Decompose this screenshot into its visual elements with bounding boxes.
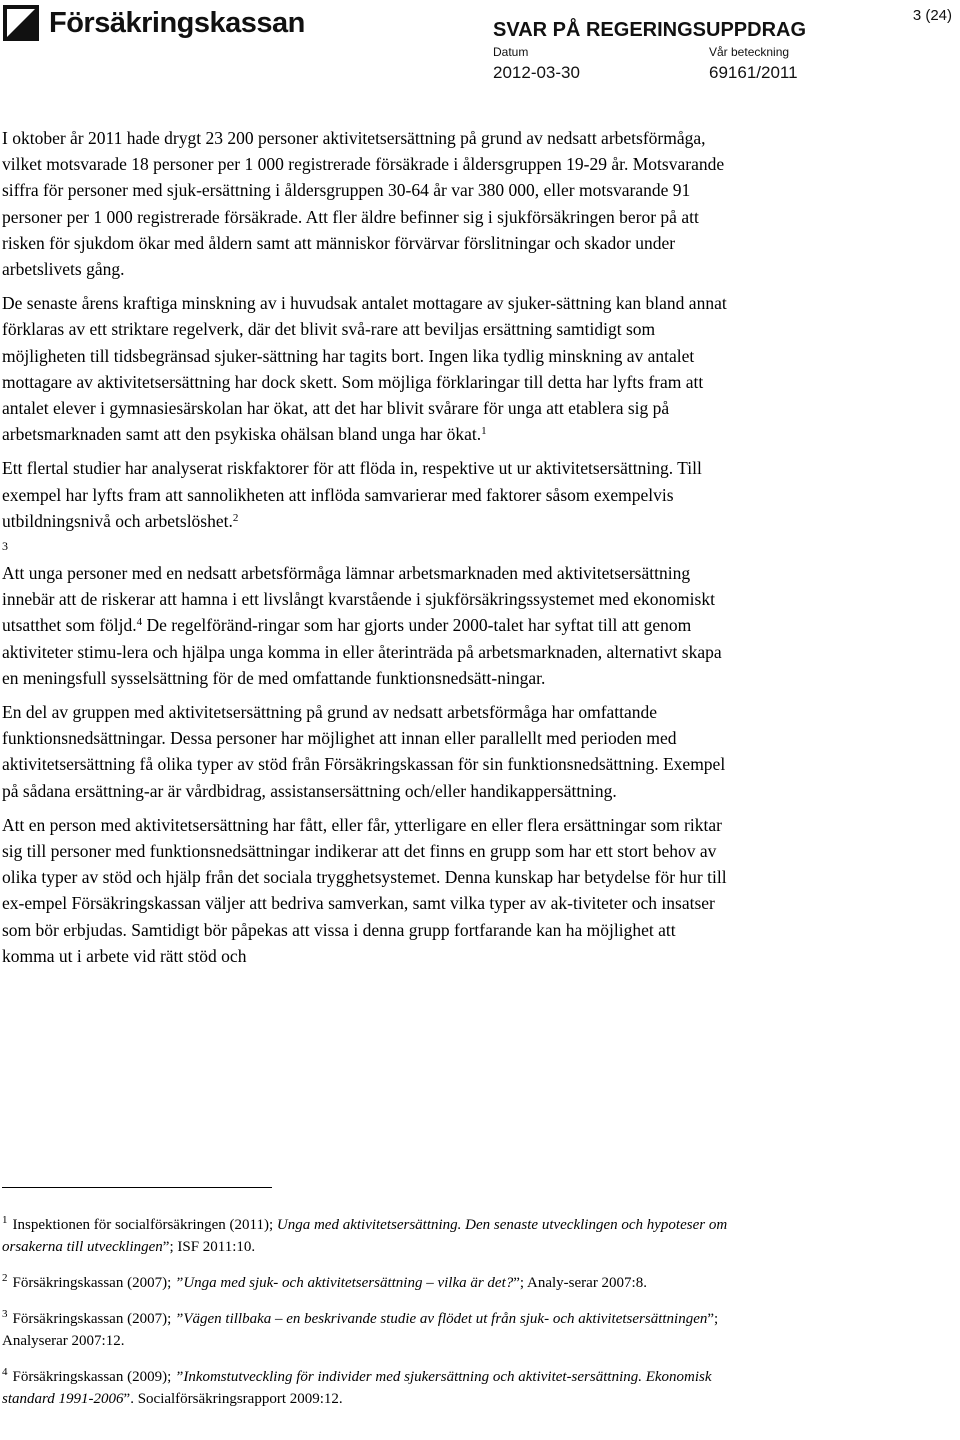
paragraph-3: Ett flertal studier har analyserat riskfaktorer för att flöda in, respektive ut ur aktivitetsersättning. Till exempel har lyfts fram att sannolikheten att inflöda samvarierar med faktorer såsom exempelvis utbildningsnivå och arbetslöshet.$^2$ [2, 458, 702, 531]
forsakringskassan-logo-icon [3, 5, 39, 41]
body-text [2, 125, 730, 977]
footnote-ref-4[interactable]: 4 [136, 616, 143, 629]
footnote-4: $^4$ Försäkringskassan (2009); ”Inkomstutveckling för individer med sjukersättning och aktivitet-sersättning. Ekonomisk standard 1991-2006”. Socialförsäkringsrapport 2009:12. [2, 1366, 712, 1407]
footnote-ref-2[interactable]: 2 [232, 511, 239, 524]
document-title: SVAR PÅ REGERINGSUPPDRAG [493, 19, 807, 41]
page-number: 3 (24) [912, 7, 952, 24]
date-label: Datum [493, 45, 529, 59]
paragraph-4: Att unga personer med en nedsatt arbetsförmåga lämnar arbetsmarknaden med aktivitetsersättning innebär att de riskerar att hamna i ett livslångt kvarstående i sjukförsäkringssystemet med ekonomiskt utsatthet som följd.$^4$ De regelföränd-ringar som har gjorts under 2000-talet har syftat till att genom aktiviteter stimu-lera och hjälpa unga komma in eller återinträda på arbetsmarknaden, alternativt skapa en meningsfull sysselsättning för de med omfattande funktionsnedsätt-ningar. [2, 563, 722, 688]
paragraph-1: I oktober år 2011 hade drygt 23 200 personer aktivitetsersättning på grund av nedsatt arbetsförmåga, vilket motsvarade 18 personer per 1 000 registrerade försäkrade i åldersgruppen 19-29 år. Motsvarande siffra för personer med sjuk-ersättning i åldersgruppen 30-64 år var 380 000, eller motsvarande 91 personer per 1 000 registrerade försäkrade. Att fler äldre befinner sig i sjukförsäkringen beror på att risken för sjukdom ökar med åldern samt att människor förvärvar förslitningar och skador under arbetslivets gång. [2, 128, 725, 280]
footnote-divider [2, 1187, 272, 1188]
reference-value: 69161/2011 [709, 63, 798, 82]
footnote-3: $^3$ Försäkringskassan (2007); ”Vägen tillbaka – en beskrivande studie av flödet ut från sjuk- och aktivitetsersättningen”; Analyserar 2007:12. [2, 1308, 719, 1349]
footnotes [2, 1214, 732, 1424]
reference-label: Vår beteckning [709, 45, 790, 59]
footnote-2: $^2$ Försäkringskassan (2007); ”Unga med sjuk- och aktivitetsersättning – vilka är det?”; Analy-serar 2007:8. [2, 1272, 647, 1291]
date-value: 2012-03-30 [493, 63, 580, 82]
paragraph-5: En del av gruppen med aktivitetsersättning på grund av nedsatt arbetsförmåga har omfattande funktionsnedsättningar. Dessa personer har möjlighet att innan eller parallellt med perioden med aktivitetsersättning få olika typer av stöd från Försäkringskassan för sin funktionsnedsättning. Exempel på sådana ersättning-ar är vårdbidrag, assistansersättning och/eller handikappersättning. [2, 702, 726, 801]
paragraph-6: Att en person med aktivitetsersättning har fått, eller får, ytterligare en eller flera ersättningar som riktar sig till personer med funktionsnedsättningar indikerar att det finns en grupp som har ett stort behov av olika typer av stöd och hjälp från det sociala trygghetsystemet. Denna kunskap har betydelse för hur till ex-empel Försäkringskassan väljer att bedriva samverkan, samt vilka typer av ak-tiviteter och insatser som bör erbjudas. Samtidigt bör påpekas att vissa i denna grupp fortfarande kan ha möjlighet att komma ut i arbete vid rätt stöd och [2, 814, 727, 966]
logo [3, 5, 305, 41]
paragraph-2: De senaste årens kraftiga minskning av i huvudsak antalet mottagare av sjuker-sättning kan bland annat förklaras av ett striktare regelverk, där det blivit svå-rare att beviljas ersättning samtidigt som möjligheten till tidsbegränsad sjuker-sättning har tagits bort. Ingen lika tydlig minskning av antalet mottagare av aktivitetsersättning har dock skett. Som möjliga förklaringar till detta har lyfts fram att antalet elever i gymnasiesärskolan har ökat, att det har blivit svårare för unga att etablera sig på arbetsmarknaden samt att den psykiska ohälsan bland unga har ökat.$^1$ [2, 293, 727, 445]
footnote-1: $^1$ Inspektionen för socialförsäkringen (2011); Unga med aktivitetsersättning. Den senaste utvecklingen och hypoteser om orsakerna till utvecklingen”; ISF 2011:10. [2, 1214, 728, 1255]
logo-text: Försäkringskassan [49, 6, 305, 39]
footnote-ref-1[interactable]: 1 [481, 425, 487, 438]
footnote-ref-3[interactable]: 3 [2, 539, 8, 554]
